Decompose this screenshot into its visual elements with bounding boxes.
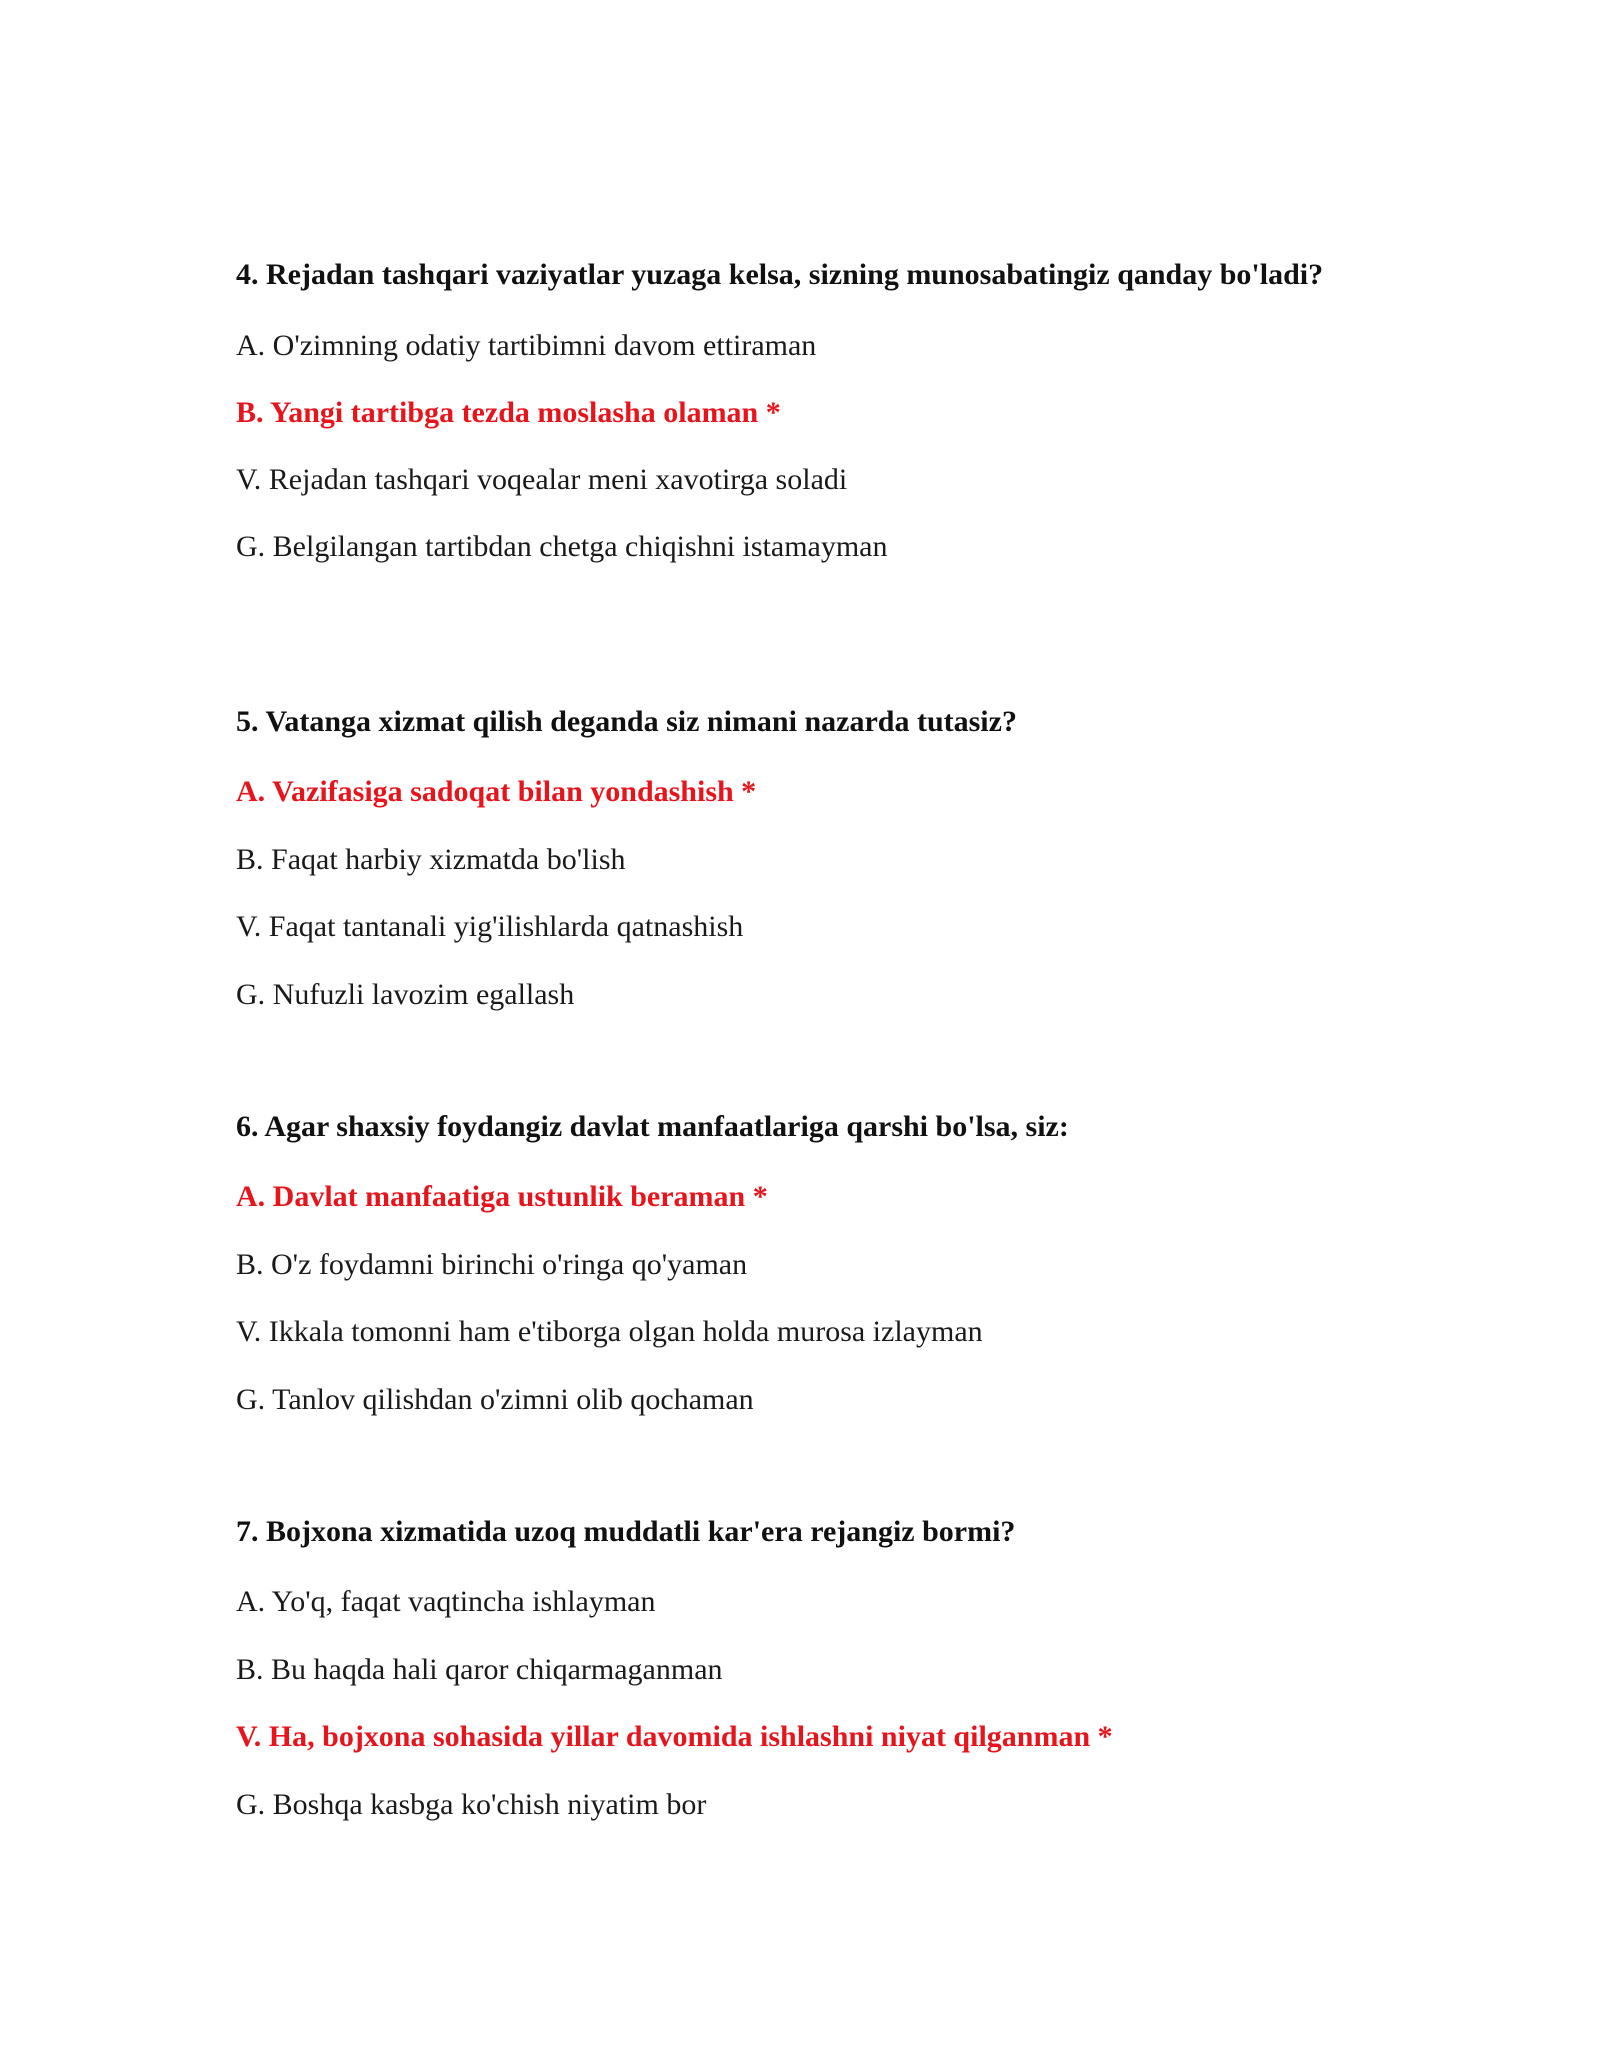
option-g: G. Boshqa kasbga ko'chish niyatim bor — [236, 1788, 707, 1821]
option-v: V. Rejadan tashqari voqealar meni xavotirga soladi — [236, 463, 848, 496]
question-6 — [236, 1106, 1356, 1416]
question-7 — [236, 1511, 1356, 1821]
option-b-correct: B. Yangi tartibga tezda moslasha olaman * — [236, 396, 781, 429]
option-a-correct: A. Davlat manfaatiga ustunlik beraman * — [236, 1180, 768, 1213]
option-a-correct: A. Vazifasiga sadoqat bilan yondashish * — [236, 775, 757, 808]
option-b: B. O'z foydamni birinchi o'ringa qo'yaman — [236, 1248, 748, 1281]
option-b: B. Bu haqda hali qaror chiqarmaganman — [236, 1653, 723, 1686]
question-title: 6. Agar shaxsiy foydangiz davlat manfaatlariga qarshi bo'lsa, siz: — [236, 1110, 1069, 1143]
question-4 — [236, 254, 1356, 563]
option-g: G. Nufuzli lavozim egallash — [236, 978, 575, 1011]
option-v-correct: V. Ha, bojxona sohasida yillar davomida ishlashni niyat qilganman * — [236, 1720, 1113, 1753]
option-g: G. Belgilangan tartibdan chetga chiqishni istamayman — [236, 530, 888, 563]
option-a: A. O'zimning odatiy tartibimni davom ettiraman — [236, 329, 817, 362]
option-a: A. Yo'q, faqat vaqtincha ishlayman — [236, 1585, 656, 1618]
option-b: B. Faqat harbiy xizmatda bo'lish — [236, 843, 626, 876]
option-v: V. Ikkala tomonni ham e'tiborga olgan holda murosa izlayman — [236, 1315, 983, 1348]
option-v: V. Faqat tantanali yig'ilishlarda qatnashish — [236, 910, 744, 943]
option-g: G. Tanlov qilishdan o'zimni olib qochaman — [236, 1383, 754, 1416]
question-5 — [236, 701, 1356, 1011]
question-title: 7. Bojxona xizmatida uzoq muddatli kar'era rejangiz bormi? — [236, 1515, 1016, 1548]
question-title: 4. Rejadan tashqari vaziyatlar yuzaga kelsa, sizning munosabatingiz qanday bo'ladi? — [236, 258, 1324, 291]
question-title: 5. Vatanga xizmat qilish deganda siz nimani nazarda tutasiz? — [236, 705, 1017, 738]
